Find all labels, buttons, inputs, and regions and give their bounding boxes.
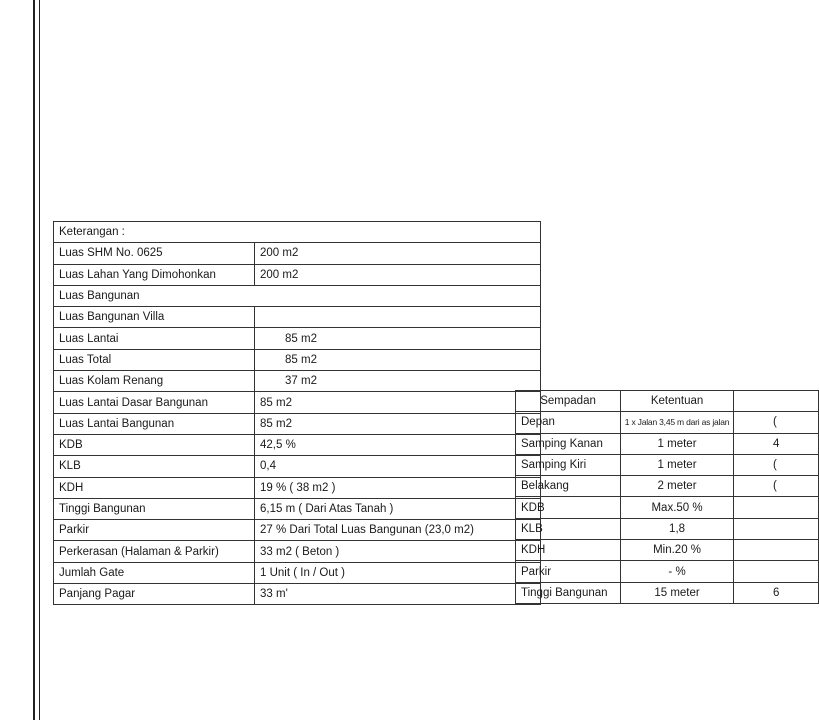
table-row xyxy=(54,562,541,583)
table-row xyxy=(54,285,541,306)
table-row xyxy=(54,307,541,328)
row-label: Luas Lahan Yang Dimohonkan xyxy=(54,264,255,285)
row-extra: ( xyxy=(772,416,777,429)
sempadan-table xyxy=(515,390,819,604)
row-sempadan: Belakang xyxy=(516,476,621,497)
row-value xyxy=(255,307,541,328)
row-label: Luas Lantai xyxy=(54,328,255,349)
row-label: Luas Lantai Bangunan xyxy=(54,413,255,434)
table-row xyxy=(54,371,541,392)
row-value: 27 % Dari Total Luas Bangunan (23,0 m2) xyxy=(255,520,541,541)
row-value: 200 m2 xyxy=(255,243,541,264)
row-value: 33 m' xyxy=(255,584,541,605)
table-row xyxy=(54,477,541,498)
row-ketentuan: 1 meter xyxy=(621,454,734,475)
row-sempadan: Parkir xyxy=(516,561,621,582)
table-row xyxy=(54,392,541,413)
header-sempadan: Sempadan xyxy=(516,391,621,412)
row-label: Luas Bangunan Villa xyxy=(54,307,255,328)
row-value: 85 m2 xyxy=(255,349,541,370)
table-row xyxy=(54,243,541,264)
table-header-row xyxy=(516,391,819,412)
row-label: Luas Kolam Renang xyxy=(54,371,255,392)
row-label: Panjang Pagar xyxy=(54,584,255,605)
row-label: Tinggi Bangunan xyxy=(54,498,255,519)
row-extra: 4 xyxy=(772,437,780,450)
table-row xyxy=(54,584,541,605)
row-value: 42,5 % xyxy=(255,434,541,455)
table-row xyxy=(54,264,541,285)
row-ketentuan: Min.20 % xyxy=(621,540,734,561)
row-sempadan: KDB xyxy=(516,497,621,518)
row-ketentuan: 1,8 xyxy=(621,518,734,539)
row-label: Jumlah Gate xyxy=(54,562,255,583)
table-row xyxy=(516,412,819,433)
row-sempadan: KDH xyxy=(516,540,621,561)
table-row xyxy=(516,433,819,454)
row-value: 200 m2 xyxy=(255,264,541,285)
table-row xyxy=(516,561,819,582)
row-label: Perkerasan (Halaman & Parkir) xyxy=(54,541,255,562)
table-row xyxy=(54,456,541,477)
row-label: Parkir xyxy=(54,520,255,541)
table-row xyxy=(516,518,819,539)
row-sempadan: Samping Kiri xyxy=(516,454,621,475)
row-extra: ( xyxy=(772,459,777,472)
row-ketentuan: - % xyxy=(621,561,734,582)
table-row xyxy=(54,413,541,434)
header-ketentuan: Ketentuan xyxy=(621,391,734,412)
row-ketentuan: 2 meter xyxy=(621,476,734,497)
row-sempadan: Samping Kanan xyxy=(516,433,621,454)
table-row xyxy=(516,540,819,561)
table-row xyxy=(54,349,541,370)
page-border-outer xyxy=(33,0,35,720)
row-value: 1 Unit ( In / Out ) xyxy=(255,562,541,583)
table-row xyxy=(516,497,819,518)
row-ketentuan: Max.50 % xyxy=(621,497,734,518)
table-row xyxy=(54,520,541,541)
row-label: Luas Total xyxy=(54,349,255,370)
page-border-inner xyxy=(39,0,40,720)
row-value: 0,4 xyxy=(255,456,541,477)
row-label: KLB xyxy=(54,456,255,477)
table-row xyxy=(516,476,819,497)
table-row xyxy=(54,222,541,243)
table-row xyxy=(54,541,541,562)
row-value: 6,15 m ( Dari Atas Tanah ) xyxy=(255,498,541,519)
row-ketentuan: 15 meter xyxy=(621,582,734,603)
table-row xyxy=(54,498,541,519)
keterangan-table xyxy=(53,221,541,605)
row-ketentuan: 1 meter xyxy=(621,433,734,454)
row-label: KDH xyxy=(54,477,255,498)
row-label: Luas Bangunan xyxy=(54,285,541,306)
row-extra: 6 xyxy=(772,586,780,599)
row-sempadan: KLB xyxy=(516,518,621,539)
table-row xyxy=(54,434,541,455)
row-label: Luas Lantai Dasar Bangunan xyxy=(54,392,255,413)
row-label: Luas SHM No. 0625 xyxy=(54,243,255,264)
row-value: 19 % ( 38 m2 ) xyxy=(255,477,541,498)
table-title: Keterangan : xyxy=(54,222,541,243)
row-extra: ( xyxy=(772,480,777,493)
row-value: 85 m2 xyxy=(255,328,541,349)
table-row xyxy=(516,454,819,475)
table-row xyxy=(516,582,819,603)
header-extra xyxy=(733,391,818,412)
row-value: 85 m2 xyxy=(255,413,541,434)
row-label: KDB xyxy=(54,434,255,455)
row-value: 37 m2 xyxy=(255,371,541,392)
row-value: 33 m2 ( Beton ) xyxy=(255,541,541,562)
table-row xyxy=(54,328,541,349)
row-ketentuan: 1 x Jalan 3,45 m dari as jalan xyxy=(621,412,734,433)
row-sempadan: Depan xyxy=(516,412,621,433)
row-sempadan: Tinggi Bangunan xyxy=(516,582,621,603)
row-value: 85 m2 xyxy=(255,392,541,413)
